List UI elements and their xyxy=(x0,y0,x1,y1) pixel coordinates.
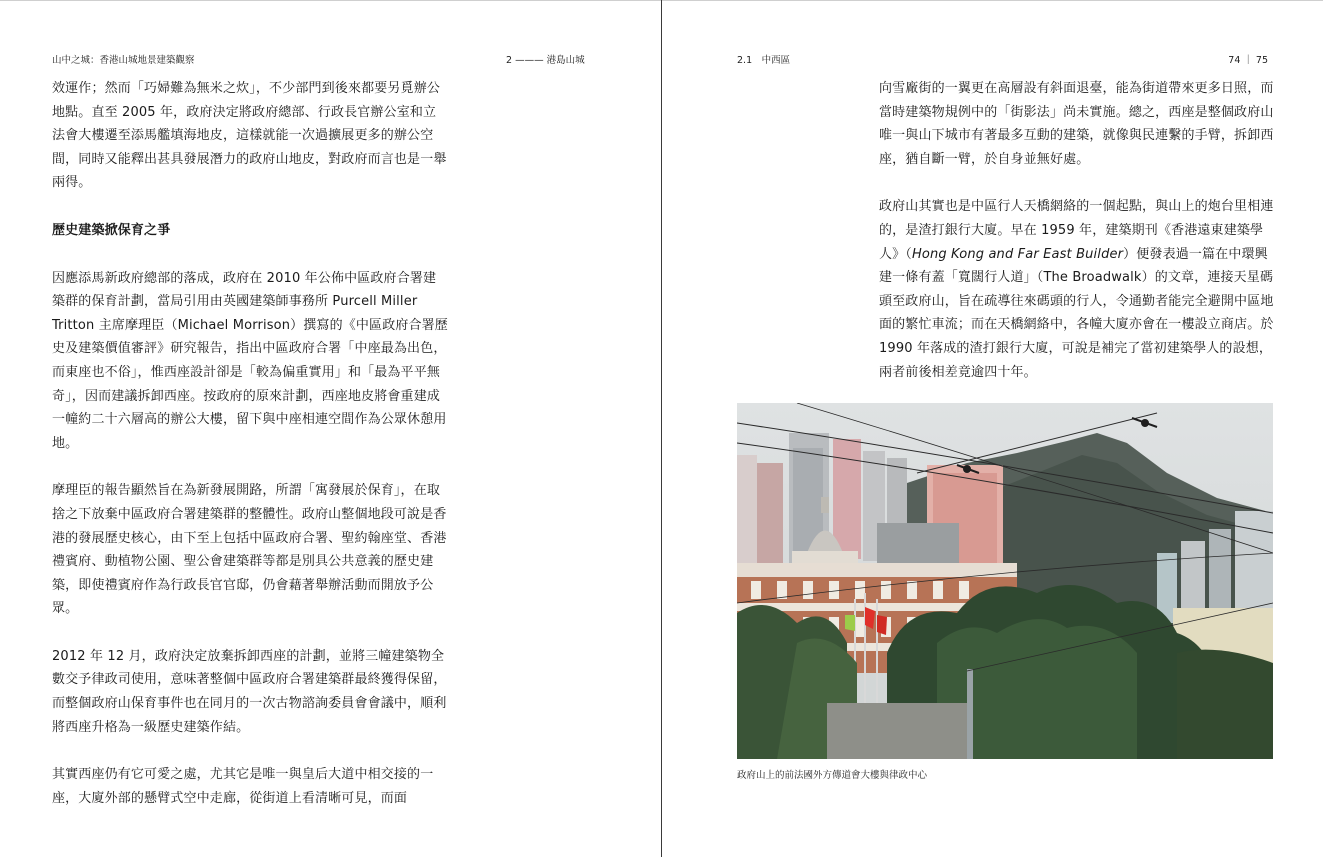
paragraph: 摩理臣的報告顯然旨在為新發展開路，所謂「寓發展於保育」，在取捨之下放棄中區政府合署建築群的整體性。政府山整個地段可說是香港的發展歷史核心，由下至上包括中區政府合署、聖約翰座堂、香港禮賓府、動植物公園、聖公會建築群等都是別具公共意義的歷史建築，即使禮賓府作為行政長官官邸，仍會藉著舉辦活動而開放予公眾。 xyxy=(52,483,447,617)
page-numbers: 74 ｜ 75 xyxy=(1228,55,1268,66)
section-heading: 歷史建築掀保育之爭 xyxy=(52,222,171,238)
paragraph-text: 政府山其實也是中區行人天橋網絡的一個起點，與山上的炮台里相連的，是渣打銀行大廈。早在 1959 年，建築期刊《香港遠東建築學人》（ xyxy=(879,199,1274,262)
paragraph xyxy=(879,195,1275,384)
paragraph-text: ）便發表過一篇在中環興建一條有蓋「寬闊行人道」（The Broadwalk）的文章，連接天星碼頭至政府山，旨在疏導往來碼頭的行人，令通勤者能完全避開中區地面的繁忙車流；而在天橋網絡中，各幢大廈亦會在一樓設立商店。於 1990 年落成的渣打銀行大廈，可說是補完了當初建築學人的設想，兩者前後相差竟逾四十年。 xyxy=(879,246,1274,380)
left-text-column xyxy=(52,77,448,834)
running-head-chapter: 2 ——— 港島山城 xyxy=(506,55,585,66)
italic-title: Hong Kong and Far East Builder xyxy=(911,246,1124,262)
running-head-section: 2.1 中西區 xyxy=(737,55,791,66)
running-head-book-title: 山中之城：香港山城地景建築觀察 xyxy=(52,55,195,66)
right-page xyxy=(662,0,1323,857)
right-text-column xyxy=(879,77,1275,408)
government-hill-photo xyxy=(737,403,1273,759)
paragraph: 向雪廠街的一翼更在高層設有斜面退臺，能為街道帶來更多日照，而當時建築物規例中的「街影法」尚未實施。總之，西座是整個政府山唯一與山下城市有著最多互動的建築，就像與民連繫的手臂，拆卸西座，猶自斷一臂，於自身並無好處。 xyxy=(879,81,1274,167)
photo-caption: 政府山上的前法國外方傳道會大樓與律政中心 xyxy=(737,770,928,781)
paragraph: 效運作；然而「巧婦難為無米之炊」，不少部門到後來都要另覓辦公地點。直至 2005 年，政府決定將政府總部、行政長官辦公室和立法會大樓遷至添馬艦填海地皮，這樣就能一次過擴展更多的辦公空間，同時又能釋出甚具發展潛力的政府山地皮，對政府而言也是一舉兩得。 xyxy=(52,81,447,191)
paragraph: 因應添馬新政府總部的落成，政府在 2010 年公佈中區政府合署建築群的保育計劃，當局引用由英國建築師事務所 Purcell Miller Tritton 主席摩理臣（Michael Morrison）撰寫的《中區政府合署歷史及建築價值審評》研究報告，指出中區政府合署「中座最為出色，而東座也不俗」，惟西座設計卻是「較為偏重實用」和「最為平平無奇」，因而建議拆卸西座。按政府的原來計劃，西座地皮將會重建成一幢約二十六層高的辦公大樓，留下與中座相連空間作為公眾休憩用地。 xyxy=(52,270,448,451)
paragraph: 其實西座仍有它可愛之處，尤其它是唯一與皇后大道中相交接的一座，大廈外部的懸臂式空中走廊，從街道上看清晰可見，而面 xyxy=(52,767,434,806)
left-page xyxy=(0,0,661,857)
paragraph: 2012 年 12 月，政府決定放棄拆卸西座的計劃，並將三幢建築物全數交予律政司使用，意味著整個中區政府合署建築群最終獲得保留，而整個政府山保育事件也在同月的一次古物諮詢委員會會議中，順利將西座升格為一級歷史建築作結。 xyxy=(52,648,447,735)
